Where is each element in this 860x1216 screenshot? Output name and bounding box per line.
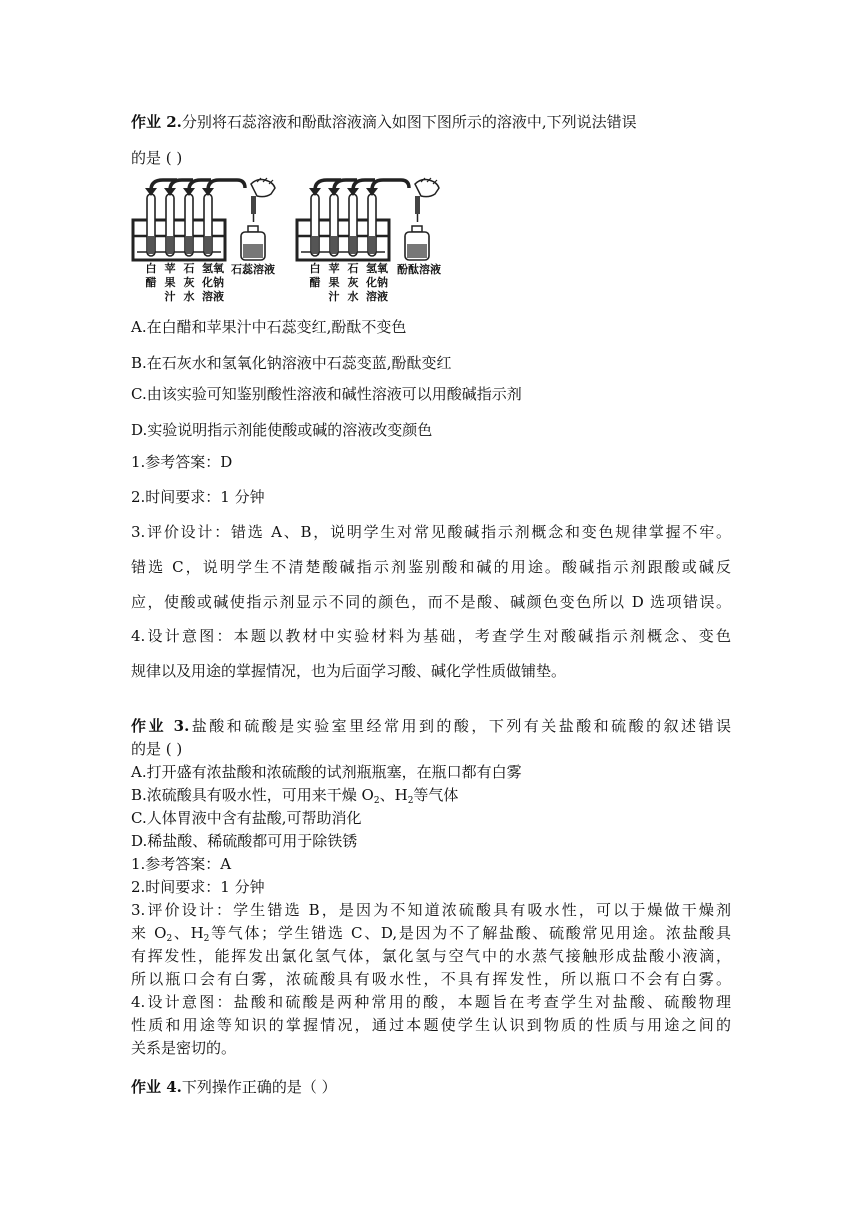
right-reagent-label: 酚酞溶液 [397,263,441,276]
right-tube2-l1: 苹 [328,262,340,275]
left-tube3-l2: 灰 [183,276,195,289]
right-tube1-l2: 醋 [309,276,321,289]
left-tube3-l3: 水 [183,290,195,303]
left-tube1-l1: 白 [145,262,157,275]
left-tube4-l3: 溶液 [202,290,224,303]
right-rack-drawing [297,178,439,260]
left-tube4-l2: 化钠 [202,276,224,289]
q2-option-b: B.在石灰水和氢氧化钠溶液中石蕊变蓝,酚酞变红 [131,354,452,372]
q3-eval2-post: 等气体；学生错选 C、D,是因为不了解盐酸、硫酸常见用途。浓盐酸具 [209,924,731,942]
q3-stem-text: 盐酸和硫酸是实验室里经常用到的酸，下列有关盐酸和硫酸的叙述错误 [189,717,731,735]
q2-intent-line1: 4.设计意图：本题以教材中实验材料为基础，考查学生对酸碱指示剂概念、变色 [131,627,731,645]
q3-stem-line2: 的是 ( ) [131,740,183,758]
q3-option-b-post: 等气体 [413,786,459,804]
q3-option-a: A.打开盛有浓盐酸和浓硫酸的试剂瓶瓶塞，在瓶口都有白雾 [131,763,522,781]
q3-eval-line3: 有挥发性，能挥发出氯化氢气体，氯化氢与空气中的水蒸气接触形成盐酸小液滴， [131,947,731,965]
q3-option-b-pre: B.浓硫酸具有吸水性，可用来干燥 O [131,786,374,804]
q2-answer: 1.参考答案：D [131,453,233,471]
q4-number: 4. [166,1078,182,1096]
q3-eval2-mid: 、H [172,924,204,942]
right-tube1-l1: 白 [309,262,321,275]
right-tube3-l1: 石 [347,262,359,275]
left-tube1-l2: 醋 [145,276,157,289]
right-tube3-l2: 灰 [347,276,359,289]
q3-option-b-sub1: 2 [373,796,380,806]
q2-eval-line3: 应，使酸或碱使指示剂显示不同的颜色，而不是酸、碱颜色变色所以 D 选项错误。 [131,593,731,611]
q3-intent-line3: 关系是密切的。 [131,1039,237,1057]
q3-time: 2.时间要求：1 分钟 [131,878,265,896]
q2-stem [131,112,637,132]
q3-intent-line1: 4.设计意图：盐酸和硫酸是两种常用的酸，本题旨在考查学生对盐酸、硫酸物理 [131,993,731,1011]
q4-stem-text: 下列操作正确的是（ ） [181,1078,337,1096]
q3-number: 3. [173,717,190,735]
q3-option-b [131,785,458,805]
right-tube2-l2: 果 [328,276,340,289]
q3-answer: 1.参考答案：A [131,855,232,873]
q3-eval2-sub1: 2 [166,934,173,944]
q4-label: 作业 [131,1078,167,1096]
left-rack-drawing [133,178,275,260]
right-tube3-l3: 水 [347,290,359,303]
q2-option-d: D.实验说明指示剂能使酸或碱的溶液改变颜色 [131,421,433,439]
q2-number: 2. [166,113,182,131]
right-tube4-l2: 化钠 [366,276,388,289]
q3-option-d: D.稀盐酸、稀硫酸都可用于除铁锈 [131,832,358,850]
left-tube2-l1: 苹 [164,262,176,275]
q2-experiment-figure [131,172,451,305]
right-tube4-l3: 溶液 [366,290,388,303]
q3-option-c: C.人体胃液中含有盐酸,可帮助消化 [131,809,362,827]
q3-eval-line4: 所以瓶口会有白雾，浓硫酸具有吸水性，不具有挥发性，所以瓶口不会有白雾。 [131,970,731,988]
q2-option-c: C.由该实验可知鉴别酸性溶液和碱性溶液可以用酸碱指示剂 [131,385,522,403]
right-tube4-l1: 氢氧 [366,262,388,275]
q3-eval-line2 [131,923,731,943]
q2-label: 作业 [131,113,167,131]
q3-option-b-mid: 、H [379,786,408,804]
q3-label: 作业 [131,717,174,735]
q3-eval2-pre: 来 O [131,924,167,942]
q2-eval-line2: 错选 C，说明学生不清楚酸碱指示剂鉴别酸和碱的用途。酸碱指示剂跟酸或碱反 [131,558,731,576]
q2-intent-line2: 规律以及用途的掌握情况，也为后面学习酸、碱化学性质做铺垫。 [131,662,567,680]
q2-option-a: A.在白醋和苹果汁中石蕊变红,酚酞不变色 [131,318,407,336]
q2-stem-line2: 的是 ( ) [131,149,183,167]
left-tube2-l2: 果 [164,276,176,289]
q2-stem-text: 分别将石蕊溶液和酚酞溶液滴入如图下图所示的溶液中,下列说法错误 [181,113,637,131]
q2-time: 2.时间要求：1 分钟 [131,488,265,506]
left-tube2-l3: 汁 [164,290,176,303]
left-tube3-l1: 石 [183,262,195,275]
q3-stem [131,716,731,736]
q3-eval-line1: 3.评价设计：学生错选 B，是因为不知道浓硫酸具有吸水性，可以于燥做干燥剂 [131,901,731,919]
q2-eval-line1: 3.评价设计：错选 A、B，说明学生对常见酸碱指示剂概念和变色规律掌握不牢。 [131,523,731,541]
q3-intent-line2: 性质和用途等知识的掌握情况，通过本题使学生认识到物质的性质与用途之间的 [131,1016,731,1034]
q3-eval2-sub2: 2 [203,934,210,944]
q3-option-b-sub2: 2 [407,796,414,806]
left-reagent-label: 石蕊溶液 [231,263,275,276]
q4-stem [131,1077,337,1097]
left-tube4-l1: 氢氧 [202,262,224,275]
right-tube2-l3: 汁 [328,290,340,303]
